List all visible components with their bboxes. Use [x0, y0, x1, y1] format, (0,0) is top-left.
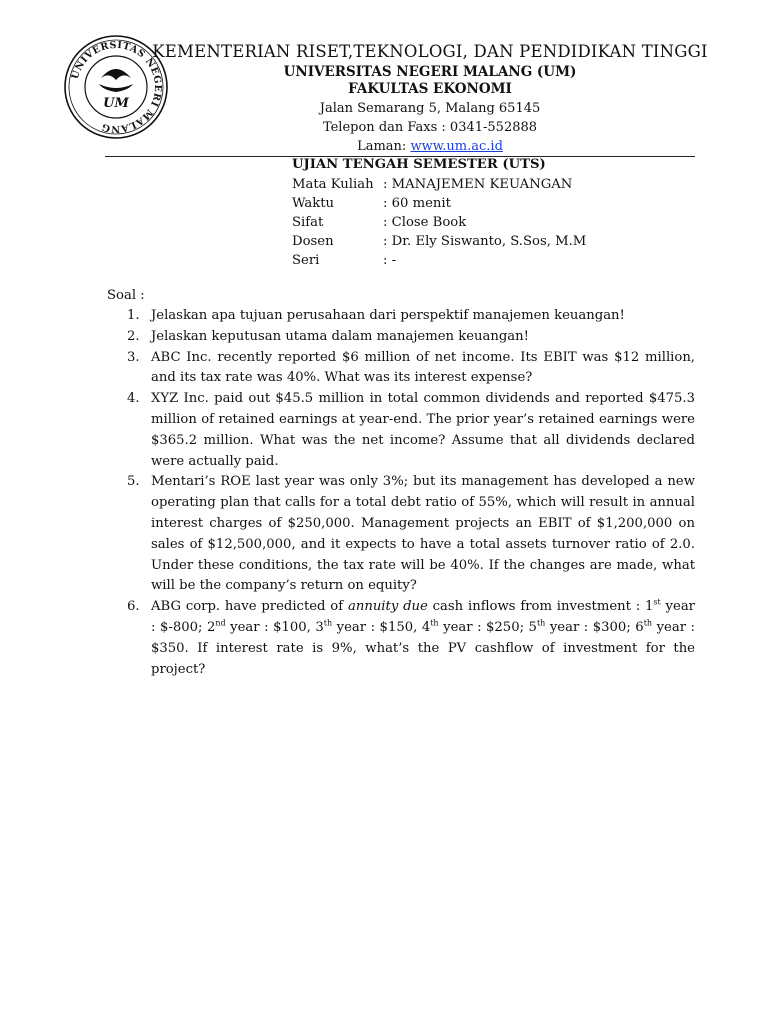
question-item: [127, 306, 695, 327]
question-number: 4.: [127, 391, 140, 407]
svg-text:UNIVERSITAS NEGERI MALANG: UNIVERSITAS NEGERI MALANG: [69, 39, 164, 135]
question-text: Jelaskan apa tujuan perusahaan dari perspektif manajemen keuangan!: [151, 308, 625, 323]
question-item: [127, 327, 695, 348]
question-number: 3.: [127, 349, 140, 365]
question-text: [151, 597, 695, 680]
q6-text-part: year : $-800; 2: [151, 599, 695, 635]
meta-value: : 60 menit: [383, 196, 451, 211]
question-item: [127, 348, 695, 390]
question-number: 1.: [127, 308, 140, 323]
meta-row-nature: [292, 214, 586, 232]
meta-row-lecturer: [292, 233, 586, 251]
ordinal-suffix: th: [430, 618, 439, 628]
q6-text-part: year : $100, 3: [225, 619, 324, 635]
q6-text-part: cash inflows from investment : 1: [427, 599, 654, 615]
meta-label: Sifat: [292, 215, 324, 230]
website-line: [150, 139, 710, 154]
university-name: UNIVERSITAS NEGERI MALANG (UM): [283, 64, 577, 80]
ordinal-suffix: nd: [215, 618, 226, 628]
meta-value: : MANAJEMEN KEUANGAN: [383, 177, 573, 192]
meta-row-course: [292, 176, 586, 194]
ministry-name: KEMENTERIAN RISET,TEKNOLOGI, DAN PENDIDIKAN TINGGI: [152, 42, 708, 61]
q6-italic-term: annuity due: [347, 599, 428, 615]
q6-text-part: year : $300; 6: [545, 619, 644, 635]
question-item: [127, 472, 695, 597]
meta-label: Mata Kuliah: [292, 177, 374, 192]
q6-text-part: ABG corp. have predicted of: [151, 599, 348, 615]
ordinal-suffix: th: [323, 618, 333, 628]
faculty-name: FAKULTAS EKONOMI: [348, 81, 512, 97]
question-number: 2.: [127, 328, 140, 344]
meta-value: : Dr. Ely Siswanto, S.Sos, M.M: [383, 234, 587, 249]
ordinal-suffix: th: [536, 618, 546, 628]
address: Jalan Semarang 5, Malang 65145: [319, 101, 541, 116]
question-item: [127, 597, 695, 680]
ordinal-suffix: st: [653, 597, 661, 607]
question-number: 5.: [127, 474, 140, 490]
question-list: [127, 306, 695, 680]
logo-initials: UM: [103, 96, 129, 111]
question-text: XYZ Inc. paid out $45.5 million in total common dividends and reported $475.3 million of retained earnings at year-end. The prior year’s retained earnings were $365.2 million. What was the net income? Assume that all dividends declared were actually paid.: [151, 391, 695, 469]
meta-label: Dosen: [292, 234, 334, 249]
letterhead: [150, 42, 710, 154]
question-item: [127, 389, 695, 472]
meta-label: Seri: [292, 253, 320, 268]
phone-fax: Telepon dan Faxs : 0341-552888: [322, 120, 538, 135]
exam-title: UJIAN TENGAH SEMESTER (UTS): [292, 157, 546, 172]
meta-value: : Close Book: [383, 215, 467, 230]
meta-row-series: [292, 252, 586, 270]
question-number: 6.: [127, 599, 140, 615]
q6-text-part: year : $350. If interest rate is 9%, what’s the PV cashflow of investment for the project?: [151, 619, 695, 677]
meta-label: Waktu: [292, 196, 335, 211]
website-link[interactable]: www.um.ac.id: [410, 139, 503, 154]
question-text: Jelaskan keputusan utama dalam manajemen keuangan!: [151, 328, 529, 344]
meta-value: : -: [383, 253, 397, 268]
meta-row-time: [292, 195, 586, 213]
q6-text-part: year : $250; 5: [438, 619, 537, 635]
q6-text-part: year : $150, 4: [332, 619, 431, 635]
website-label: Laman:: [357, 139, 411, 154]
exam-info: [292, 157, 586, 271]
question-text: Mentari’s ROE last year was only 3%; but its management has developed a new operating plan that calls for a total debt ratio of 55%, which will result in annual interest charges of $250,000. Management projects an EBIT of $1,200,000 on sales of $12,500,000, and it expects to have a total assets turnover ratio of 2.0. Under these conditions, the tax rate will be 40%. If the changes are made, what will be the company’s return on equity?: [151, 474, 695, 594]
question-text: ABC Inc. recently reported $6 million of net income. Its EBIT was $12 million, and its tax rate was 40%. What was its interest expense?: [151, 349, 695, 386]
questions-label: Soal :: [107, 288, 145, 303]
ordinal-suffix: th: [643, 618, 653, 628]
